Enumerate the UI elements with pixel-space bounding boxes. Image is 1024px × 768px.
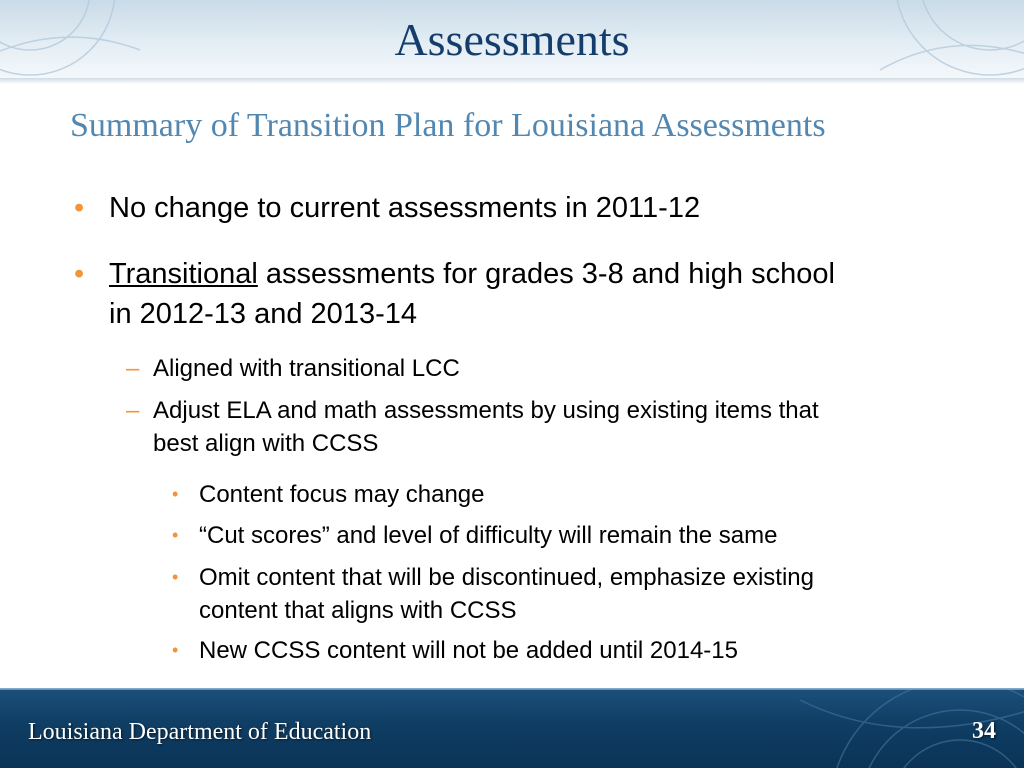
footer-organization: Louisiana Department of Education: [28, 719, 372, 745]
dash-marker: –: [126, 355, 140, 382]
slide-subtitle: Summary of Transition Plan for Louisiana Assessments: [70, 107, 826, 144]
sub-sub-bullet-text: Omit content that will be discontinued, emphasize existing: [199, 564, 814, 591]
bullet-text: assessments for grades 3-8 and high school: [257, 258, 835, 290]
sub-bullet-text: Aligned with transitional LCC: [153, 355, 460, 382]
sub-sub-bullet-text: New CCSS content will not be added until 2014-15: [199, 637, 738, 664]
sub-bullet-text-continued: best align with CCSS: [153, 430, 379, 457]
page-title: Assessments: [394, 14, 630, 65]
bullet-text-continued: in 2012-13 and 2013-14: [109, 298, 417, 330]
bullet-marker: •: [74, 258, 85, 290]
dash-marker: –: [126, 397, 140, 424]
sub-sub-bullet-text: Content focus may change: [199, 481, 485, 508]
underlined-term: Transitional: [109, 258, 258, 290]
header-shadow: [0, 78, 1024, 84]
bullet-text: No change to current assessments in 2011-12: [109, 192, 701, 224]
bullet-marker: •: [172, 525, 179, 545]
sub-sub-bullet-text-continued: content that aligns with CCSS: [199, 597, 517, 624]
footer-band: [0, 690, 1024, 768]
bullet-marker: •: [172, 484, 179, 504]
page-number: 34: [972, 718, 996, 744]
header-band: [0, 0, 1024, 78]
sub-sub-bullet-text: “Cut scores” and level of difficulty will remain the same: [199, 522, 778, 549]
sub-bullet-text: Adjust ELA and math assessments by using existing items that: [153, 397, 819, 424]
bullet-marker: •: [172, 567, 179, 587]
bullet-marker: •: [172, 640, 179, 660]
bullet-marker: •: [74, 192, 85, 224]
